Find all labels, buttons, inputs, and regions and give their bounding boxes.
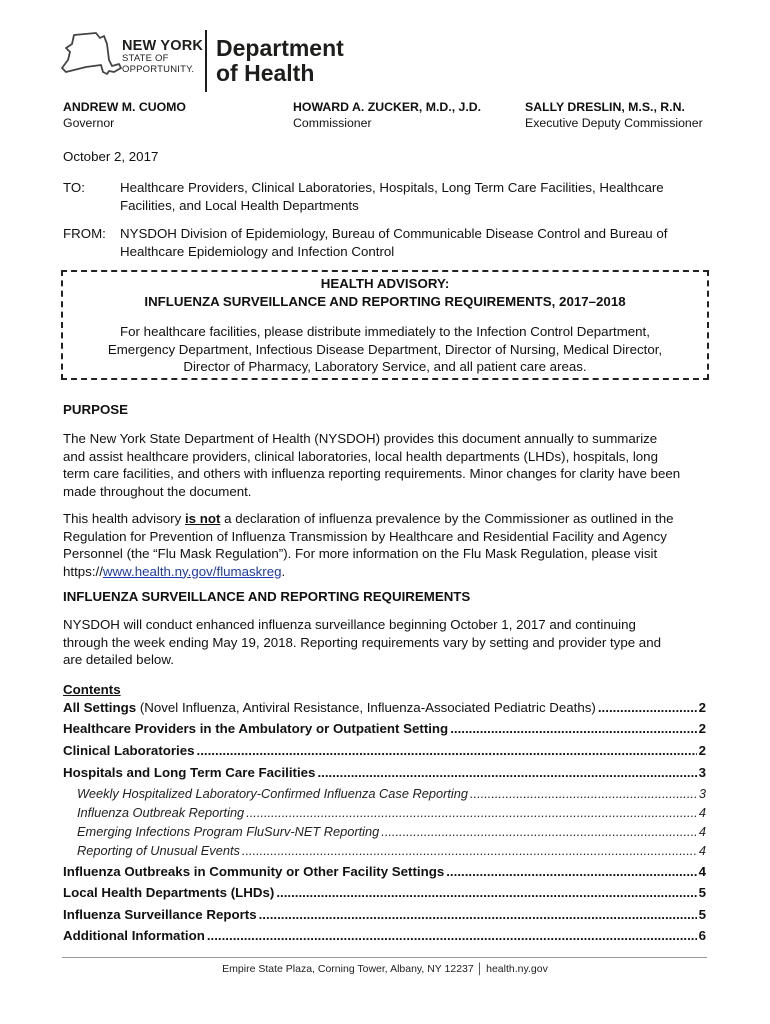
- toc-outbreak-reporting[interactable]: Influenza Outbreak Reporting ..... 4: [77, 805, 706, 820]
- governor-name: ANDREW M. CUOMO: [63, 100, 186, 114]
- toc-local-health-departments[interactable]: Local Health Departments (LHDs) ..... 5: [63, 885, 706, 900]
- logo-state-of-opportunity: STATE OF OPPORTUNITY.: [122, 53, 195, 75]
- health-advisory-box: [61, 270, 709, 380]
- toc-weekly-hospitalized[interactable]: Weekly Hospitalized Laboratory-Confirmed Influenza Case Reporting ..... 3: [77, 786, 706, 801]
- toc-unusual-events[interactable]: Reporting of Unusual Events ..... 4: [77, 843, 706, 858]
- toc-healthcare-providers[interactable]: Healthcare Providers in the Ambulatory or Outpatient Setting ..... 2: [63, 721, 706, 736]
- letter-date: October 2, 2017: [63, 149, 159, 164]
- is-not-emphasis: is not: [184, 511, 221, 526]
- purpose-heading: PURPOSE: [63, 402, 129, 417]
- to-label: TO:: [63, 180, 85, 195]
- flu-mask-regulation-link[interactable]: www.health.ny.gov/flumaskreg: [102, 563, 282, 579]
- to-recipients: Healthcare Providers, Clinical Laboratories, Hospitals, Long Term Care Facilities, Healthcare Facilities, and Local Health Departments: [120, 180, 664, 213]
- surveillance-heading: INFLUENZA SURVEILLANCE AND REPORTING REQUIREMENTS: [63, 589, 471, 604]
- toc-community-outbreaks[interactable]: Influenza Outbreaks in Community or Other Facility Settings ..... 4: [63, 864, 706, 879]
- toc-clinical-laboratories[interactable]: Clinical Laboratories ..... 2: [63, 743, 706, 758]
- advisory-title: HEALTH ADVISORY:: [320, 276, 450, 291]
- footer-address: Empire State Plaza, Corning Tower, Albany, NY 12237 │ health.ny.gov: [222, 963, 548, 975]
- advisory-distribution: For healthcare facilities, please distribute immediately to the Infection Control Department, Emergency Department, Infectious Disease Department, Director of Nursing, Medical Director, Director of Pharmacy, Laboratory Service, and all patient care areas.: [107, 324, 663, 374]
- deputy-commissioner-name: SALLY DRESLIN, M.S., R.N.: [525, 100, 685, 114]
- footer-divider: [62, 957, 707, 958]
- governor-title: Governor: [63, 116, 115, 130]
- purpose-paragraph-2: This health advisory is not a declaration of influenza prevalence by the Commissioner as outlined in the Regulation for Prevention of Influenza Transmission by Healthcare and Residential Facility and Agency Personnel (the “Flu Mask Regulation”). For more information on the Flu Mask Regulation, please visit https://www.health.ny.gov/flumaskreg.: [63, 511, 674, 579]
- toc-all-settings[interactable]: All Settings (Novel Influenza, Antiviral Resistance, Influenza-Associated Pediatric Deaths) ..... 2: [63, 700, 706, 715]
- toc-hospitals-ltc[interactable]: Hospitals and Long Term Care Facilities ..... 3: [63, 765, 706, 780]
- toc-surveillance-reports[interactable]: Influenza Surveillance Reports ..... 5: [63, 907, 706, 922]
- toc-additional-information[interactable]: Additional Information ..... 6: [63, 928, 706, 943]
- purpose-paragraph-1: The New York State Department of Health (NYSDOH) provides this document annually to summarize and assist healthcare providers, clinical laboratories, local health departments (LHDs), hospitals, long term care facilities, and others with influenza reporting requirements. Minor changes for clarity have been made throughout the document.: [63, 431, 681, 499]
- from-label: FROM:: [63, 226, 106, 241]
- from-sender: NYSDOH Division of Epidemiology, Bureau of Communicable Disease Control and Bureau of Healthcare Epidemiology and Infection Control: [120, 226, 668, 259]
- logo-new-york-text: NEW YORK: [122, 38, 204, 54]
- toc-flusurv-net[interactable]: Emerging Infections Program FluSurv-NET Reporting ..... 4: [77, 824, 706, 839]
- commissioner-title: Commissioner: [293, 116, 372, 130]
- contents-heading: Contents: [63, 682, 121, 697]
- logo-divider: [205, 30, 207, 92]
- commissioner-name: HOWARD A. ZUCKER, M.D., J.D.: [293, 100, 482, 114]
- surveillance-paragraph: NYSDOH will conduct enhanced influenza surveillance beginning October 1, 2017 and continuing through the week ending May 19, 2018. Reporting requirements vary by setting and provider type and are detailed below.: [63, 617, 661, 667]
- new-york-state-map-logo: [60, 30, 122, 80]
- advisory-subtitle: INFLUENZA SURVEILLANCE AND REPORTING REQUIREMENTS, 2017–2018: [144, 294, 626, 309]
- deputy-commissioner-title: Executive Deputy Commissioner: [525, 116, 703, 130]
- logo-department-of-health: Department of Health: [216, 35, 344, 86]
